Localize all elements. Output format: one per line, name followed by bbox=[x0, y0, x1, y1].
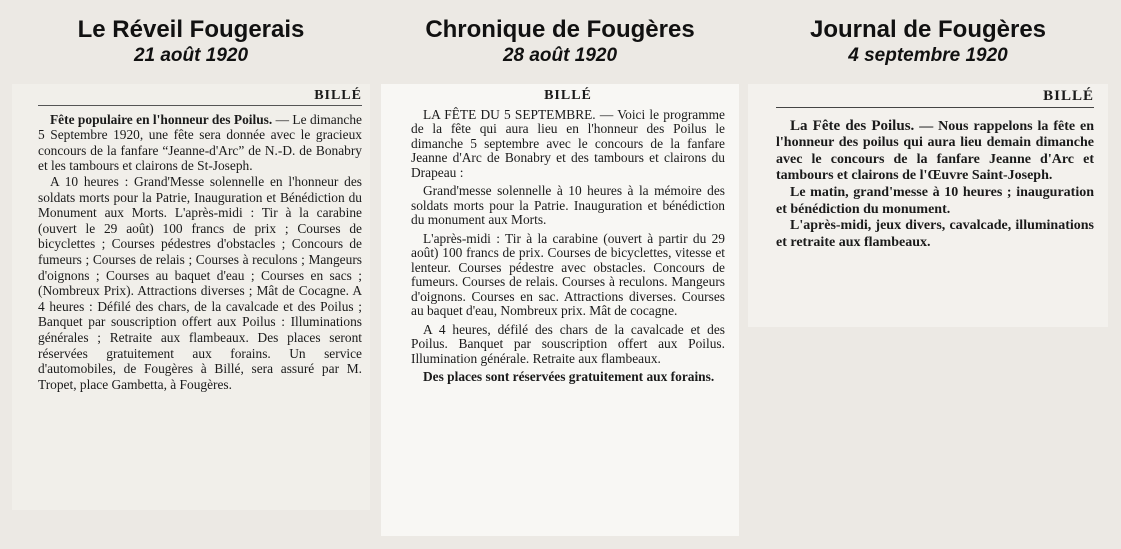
column-header-reveil bbox=[12, 16, 370, 68]
newspaper-date: 21 août 1920 bbox=[133, 45, 249, 66]
clipping-reveil-fougerais bbox=[12, 84, 370, 510]
newspaper-title: Chronique de Fougères bbox=[425, 16, 695, 43]
article-paragraph: L'après-midi : Tir à la carabine (ouvert à partir du 29 août) 100 francs de prix. Courses de bicyclettes, vitesse et lenteur. Courses pédestre avec obstacles. Concours de fumeurs. Courses de relais. Courses à reculons. Mangeurs d'oignons. Courses en sac. Attractions diverses. Courses au baquet d'eau, Nombreux prix. Mât de cocagne. bbox=[411, 230, 725, 318]
article-text: — Nous rappelons la fête en l'honneur des poilus qui aura lieu demain dimanche avec le concours de la fanfare Jeanne d'Arc et tambours et clairons de l'Œuvre Saint-Joseph. bbox=[776, 118, 1094, 184]
section-heading: BILLÉ bbox=[544, 88, 592, 103]
article-paragraph: L'après-midi, jeux divers, cavalcade, illuminations et retraite aux flambeaux. bbox=[776, 218, 1094, 250]
article-lead: Fête populaire en l'honneur des Poilus. bbox=[50, 111, 273, 127]
article-paragraph bbox=[776, 118, 1094, 185]
article-lead: La Fête des Poilus. bbox=[790, 117, 915, 134]
article-paragraph: LA FÊTE DU 5 SEPTEMBRE. — Voici le programme de la fête qui aura lieu en l'honneur des Poilus le dimanche 5 septembre avec le concours de la fanfare Jeanne d'Arc de Bonabry et des tambours et clairons du Drapeau : bbox=[411, 106, 725, 180]
article-text: — Le dimanche 5 Septembre 1920, une fête sera donnée avec le gracieux concours de la fanfare “Jeanne-d'Arc” de N.-D. de Bonabry et les tambours et clairons de St-Joseph. bbox=[38, 111, 363, 174]
clipping-journal-fougeres bbox=[748, 84, 1108, 327]
article-paragraph: Grand'messe solennelle à 10 heures à la mémoire des soldats morts pour la Patrie. Inauguration et bénédiction du monument aux Morts. bbox=[411, 183, 725, 227]
newspaper-title: Journal de Fougères bbox=[809, 16, 1047, 43]
newspaper-date: 28 août 1920 bbox=[502, 45, 618, 66]
article-paragraph: A 10 heures : Grand'Messe solennelle en l'honneur des soldats morts pour la Patrie, Inauguration et Bénédiction du Monument aux Morts. L'après-midi : Tir à la carabine (ouvert le 29 août) 100 francs de prix ; Courses de bicyclettes ; Courses pédestres d'obstacles ; Concours de fumeurs ; Courses de relais ; Courses à reculons ; Mangeurs d'oignons ; Courses au baquet d'eau ; Courses en sacs ; (Nombreux Prix). Attractions diverses ; Mât de Cocagne. A 4 heures : Défilé des chars, de la cavalcade et des Poilus ; Banquet par souscription offert aux Poilus : Illuminations générales ; Retraite aux flambeaux. Des places seront réservées gratuitement aux forains. Un service d'automobiles, de Fougères à Billé, sera assuré par M. Tropet, place Gambetta, à Fougères. bbox=[38, 173, 362, 392]
article-paragraph: Des places sont réservées gratuitement aux forains. bbox=[423, 369, 715, 384]
clipping-chronique-fougeres bbox=[381, 84, 739, 536]
column-header-chronique bbox=[381, 16, 739, 68]
newspaper-date: 4 septembre 1920 bbox=[848, 45, 1008, 66]
newspaper-title: Le Réveil Fougerais bbox=[77, 16, 305, 43]
article-paragraph bbox=[38, 112, 362, 174]
section-heading: BILLÉ bbox=[776, 88, 1094, 108]
section-heading: BILLÉ bbox=[38, 88, 362, 106]
column-header-journal bbox=[748, 16, 1108, 68]
article-paragraph: A 4 heures, défilé des chars de la cavalcade et des Poilus. Banquet par souscription offert aux Poilus. Illumination générale. Retraite aux flambeaux. bbox=[411, 321, 725, 366]
article-paragraph: Le matin, grand'messe à 10 heures ; inauguration et bénédiction du monument. bbox=[776, 184, 1094, 217]
